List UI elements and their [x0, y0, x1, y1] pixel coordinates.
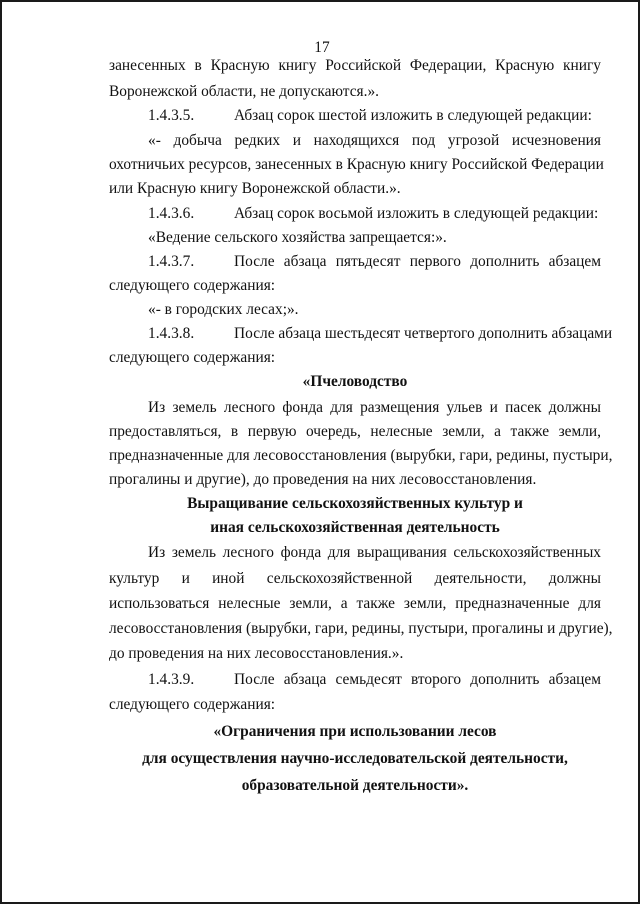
quote-line: «Ведение сельского хозяйства запрещается:».	[148, 229, 447, 246]
clause-text-cont: следующего содержания:	[109, 349, 276, 366]
clause-number: 1.4.3.8.	[148, 325, 195, 342]
text-line: занесенных в Красную книгу Российской Федерации, Красную книгу	[109, 57, 601, 74]
clause-number: 1.4.3.9.	[148, 671, 195, 688]
body-line: использоваться нелесные земли, а также земли, предназначенные для	[109, 595, 601, 612]
text-line: Воронежской области, не допускаются.».	[109, 83, 380, 100]
page-number: 17	[314, 39, 330, 56]
quote-line: «- в городских лесах;».	[148, 301, 299, 318]
clause-text: Абзац сорок шестой изложить в следующей редакции:	[234, 107, 592, 124]
section-heading: иная сельскохозяйственная деятельность	[210, 519, 500, 536]
quote-line: или Красную книгу Воронежской области.».	[109, 180, 401, 197]
body-line: предназначенные для лесовосстановления (вырубки, гари, редины, пустыри,	[109, 447, 613, 464]
clause-text: После абзаца пятьдесят первого дополнить абзацем	[234, 253, 601, 270]
clause-text: После абзаца семьдесят второго дополнить абзацем	[234, 671, 601, 688]
quote-line: охотничьих ресурсов, занесенных в Красную книгу Российской Федерации	[109, 156, 604, 173]
section-heading: «Ограничения при использовании лесов	[213, 723, 497, 740]
clause-number: 1.4.3.6.	[148, 205, 195, 222]
body-line: предоставляться, в первую очередь, нелесные земли, а также земли,	[109, 423, 601, 440]
clause-text-cont: следующего содержания:	[109, 696, 276, 713]
section-heading: для осуществления научно-исследовательской деятельности,	[142, 750, 568, 767]
body-line: прогалины и другие), до проведения на них лесовосстановления.	[109, 471, 537, 488]
body-line: культур и иной сельскохозяйственной деятельности, должны	[109, 570, 601, 587]
section-heading: образовательной деятельности».	[241, 777, 469, 794]
clause-text: Абзац сорок восьмой изложить в следующей редакции:	[234, 205, 599, 222]
body-line: Из земель лесного фонда для выращивания сельскохозяйственных	[148, 544, 601, 561]
section-heading: Выращивание сельскохозяйственных культур и	[187, 495, 523, 512]
quote-line: «- добыча редких и находящихся под угрозой исчезновения	[148, 132, 601, 149]
section-heading: «Пчеловодство	[302, 373, 408, 390]
clause-number: 1.4.3.7.	[148, 253, 195, 270]
clause-text-cont: следующего содержания:	[109, 277, 276, 294]
clause-text: После абзаца шестьдесят четвертого дополнить абзацами	[234, 325, 613, 342]
body-line: до проведения на них лесовосстановления.».	[109, 645, 404, 662]
body-line: Из земель лесного фонда для размещения ульев и пасек должны	[148, 399, 601, 416]
body-line: лесовосстановления (вырубки, гари, редины, пустыри, прогалины и другие),	[109, 620, 613, 637]
clause-number: 1.4.3.5.	[148, 107, 195, 124]
